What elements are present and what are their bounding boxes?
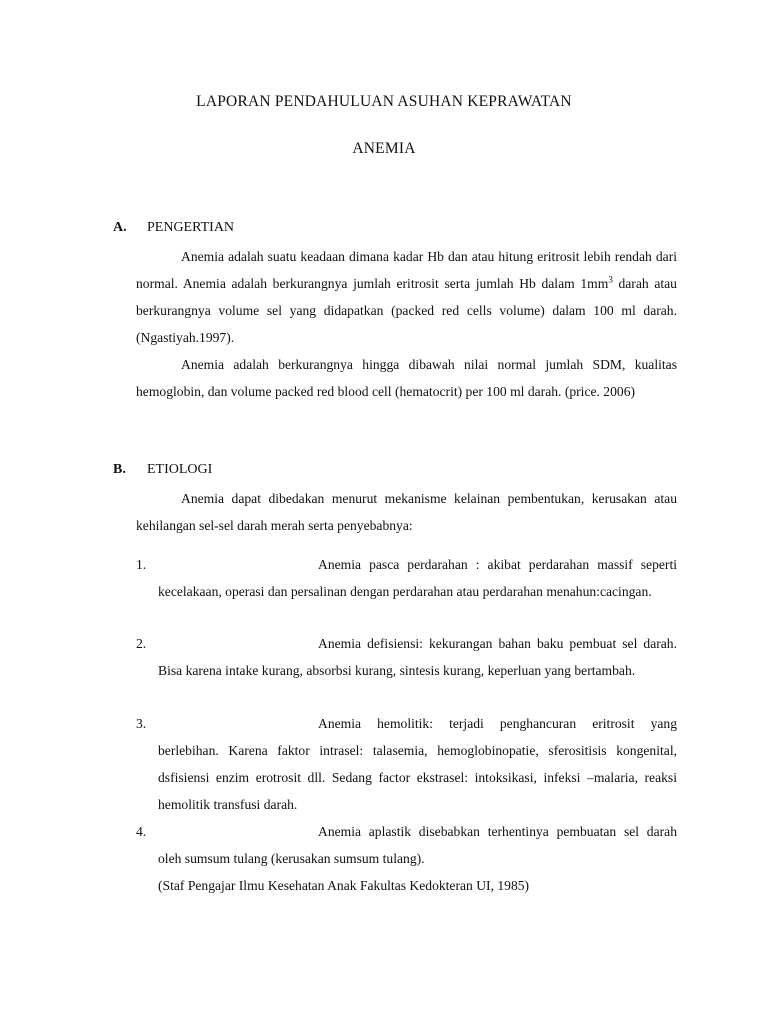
list-item-number: 2. (136, 636, 147, 651)
section-a-paragraph-2: Anemia adalah berkurangnya hingga dibawah nilai normal jumlah SDM, kualitas hemoglobin, dan volume packed red blood cell (hematocrit) per 100 ml darah. (price. 2006) (136, 357, 677, 399)
superscript-3: 3 (608, 274, 613, 285)
list-item-text: Anemia hemolitik: terjadi penghancuran eritrosit yang berlebihan. Karena faktor intrasel: talasemia, hemoglobinopatie, sferositisis kongenital, dsfisiensi enzim erotrosit dll. Sedang factor ekstrasel: intoksikasi, infeksi –malaria, reaksi hemolitik transfusi darah. (158, 716, 677, 812)
document-title: LAPORAN PENDAHULUAN ASUHAN KEPRAWATAN (196, 93, 572, 110)
section-b-letter: B. (113, 462, 126, 477)
section-b-intro: Anemia dapat dibedakan menurut mekanisme kelainan pembentukan, kerusakan atau kehilangan sel-sel darah merah serta penyebabnya: (136, 491, 677, 533)
list-item (136, 551, 677, 605)
list-item-text: Anemia pasca perdarahan : akibat perdarahan massif seperti kecelakaan, operasi dan persalinan dengan perdarahan atau perdarahan menahun:cacingan. (158, 557, 677, 599)
section-a-heading (113, 220, 234, 236)
section-a-paragraph-1 (136, 243, 677, 351)
list-item-number: 1. (136, 557, 147, 572)
list-item-number: 3. (136, 716, 147, 731)
section-b-heading (113, 462, 212, 478)
list-item-text: Anemia aplastik disebabkan terhentinya pembuatan sel darah oleh sumsum tulang (kerusakan sumsum tulang). (158, 824, 677, 866)
list-item (136, 710, 677, 818)
list-item-text: Anemia defisiensi: kekurangan bahan baku pembuat sel darah. Bisa karena intake kurang, absorbsi kurang, sintesis kurang, keperluan yang bertambah. (158, 636, 677, 678)
section-a-letter: A. (113, 220, 127, 235)
list-item (136, 818, 677, 872)
list-item (136, 630, 677, 684)
list-item-number: 4. (136, 824, 147, 839)
section-a-title: PENGERTIAN (147, 220, 235, 235)
section-a-paragraph-1-text-b: darah atau berkurangnya volume sel yang didapatkan (packed red cells volume) dalam 100 ml darah. (Ngastiyah.1997). (136, 276, 677, 345)
section-b-title: ETIOLOGI (147, 462, 213, 477)
document-subtitle: ANEMIA (352, 140, 416, 157)
source-citation: (Staf Pengajar Ilmu Kesehatan Anak Fakultas Kedokteran UI, 1985) (158, 878, 530, 893)
section-a-paragraph-1-text-a: Anemia adalah suatu keadaan dimana kadar Hb dan atau hitung eritrosit lebih rendah dari normal. Anemia adalah berkurangnya jumlah eritrosit serta jumlah Hb dalam 1mm (136, 249, 677, 291)
